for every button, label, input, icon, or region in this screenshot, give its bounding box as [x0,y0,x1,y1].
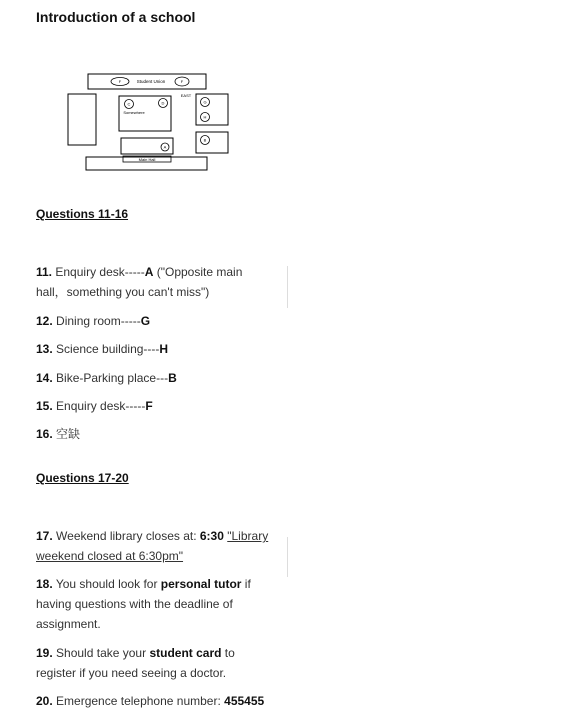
question-answer: 6:30 [199,529,224,543]
right-building-gh [196,94,228,125]
divider-line [287,266,288,308]
question-text: You should look for [55,577,161,591]
map-marker-f-right-label: F [180,79,184,84]
question-text: Enquiry desk----- [56,399,146,413]
question-number: 12. [36,314,53,328]
question-note: ("Opposite main hall，something you can't miss") [36,265,243,299]
student-union-label: Student Union [136,79,166,84]
question-14 [36,368,272,388]
question-text-end: if having questions with the deadline of assignment. [36,577,251,631]
question-answer: personal tutor [160,577,242,591]
left-building [68,94,96,145]
question-number: 14. [36,371,53,385]
question-19 [36,643,272,683]
question-note: "Library weekend closed at 6:30pm" [36,529,269,563]
section-heading-11-16: Questions 11-16 [36,207,129,221]
question-16 [36,424,272,444]
question-number: 18. [36,577,53,591]
question-number: 16. [36,427,53,441]
question-number: 11. [36,265,53,279]
map-marker-f-left-label: F [118,79,122,84]
somewhere-label: Somewhere [123,110,145,115]
question-text: Bike-Parking place--- [56,371,169,385]
question-18 [36,574,272,634]
east-label: EAST [180,93,192,98]
map-marker-h-label: H [203,114,207,120]
question-text: Enquiry desk----- [55,265,145,279]
question-11 [36,262,272,302]
map-marker-a-label: A [163,144,167,150]
question-text: Weekend library closes at: [56,529,200,543]
question-12 [36,311,272,331]
question-answer: 455455 [224,694,265,708]
question-20 [36,691,296,711]
question-answer: student card [149,646,222,660]
school-map [56,66,246,181]
question-number: 20. [36,694,53,708]
map-marker-g-label: G [203,99,207,105]
map-marker-c-label: C [127,101,131,107]
question-number: 13. [36,342,53,356]
question-text: Emergence telephone number: [56,694,225,708]
map-marker-b-label: B [203,137,207,143]
map-marker-d-label: D [161,100,165,106]
divider-line [287,537,288,577]
question-text: Science building---- [56,342,160,356]
question-answer: H [159,342,169,356]
question-13 [36,339,272,359]
section-heading-17-20: Questions 17-20 [36,471,129,485]
main-hall-label: Main Hall [138,157,156,162]
page-title: Introduction of a school [36,9,196,25]
question-number: 19. [36,646,53,660]
question-text: Should take your [56,646,150,660]
question-answer: F [145,399,153,413]
question-text: Dining room----- [56,314,141,328]
question-17 [36,526,272,566]
question-answer: G [140,314,151,328]
question-number: 17. [36,529,53,543]
question-answer: A [144,265,154,279]
school-map-drawing [56,66,246,181]
question-15 [36,396,272,416]
question-text-end: to register if you need seeing a doctor. [36,646,235,680]
question-answer: B [168,371,177,385]
question-number: 15. [36,399,53,413]
question-text: 空缺 [56,427,81,441]
